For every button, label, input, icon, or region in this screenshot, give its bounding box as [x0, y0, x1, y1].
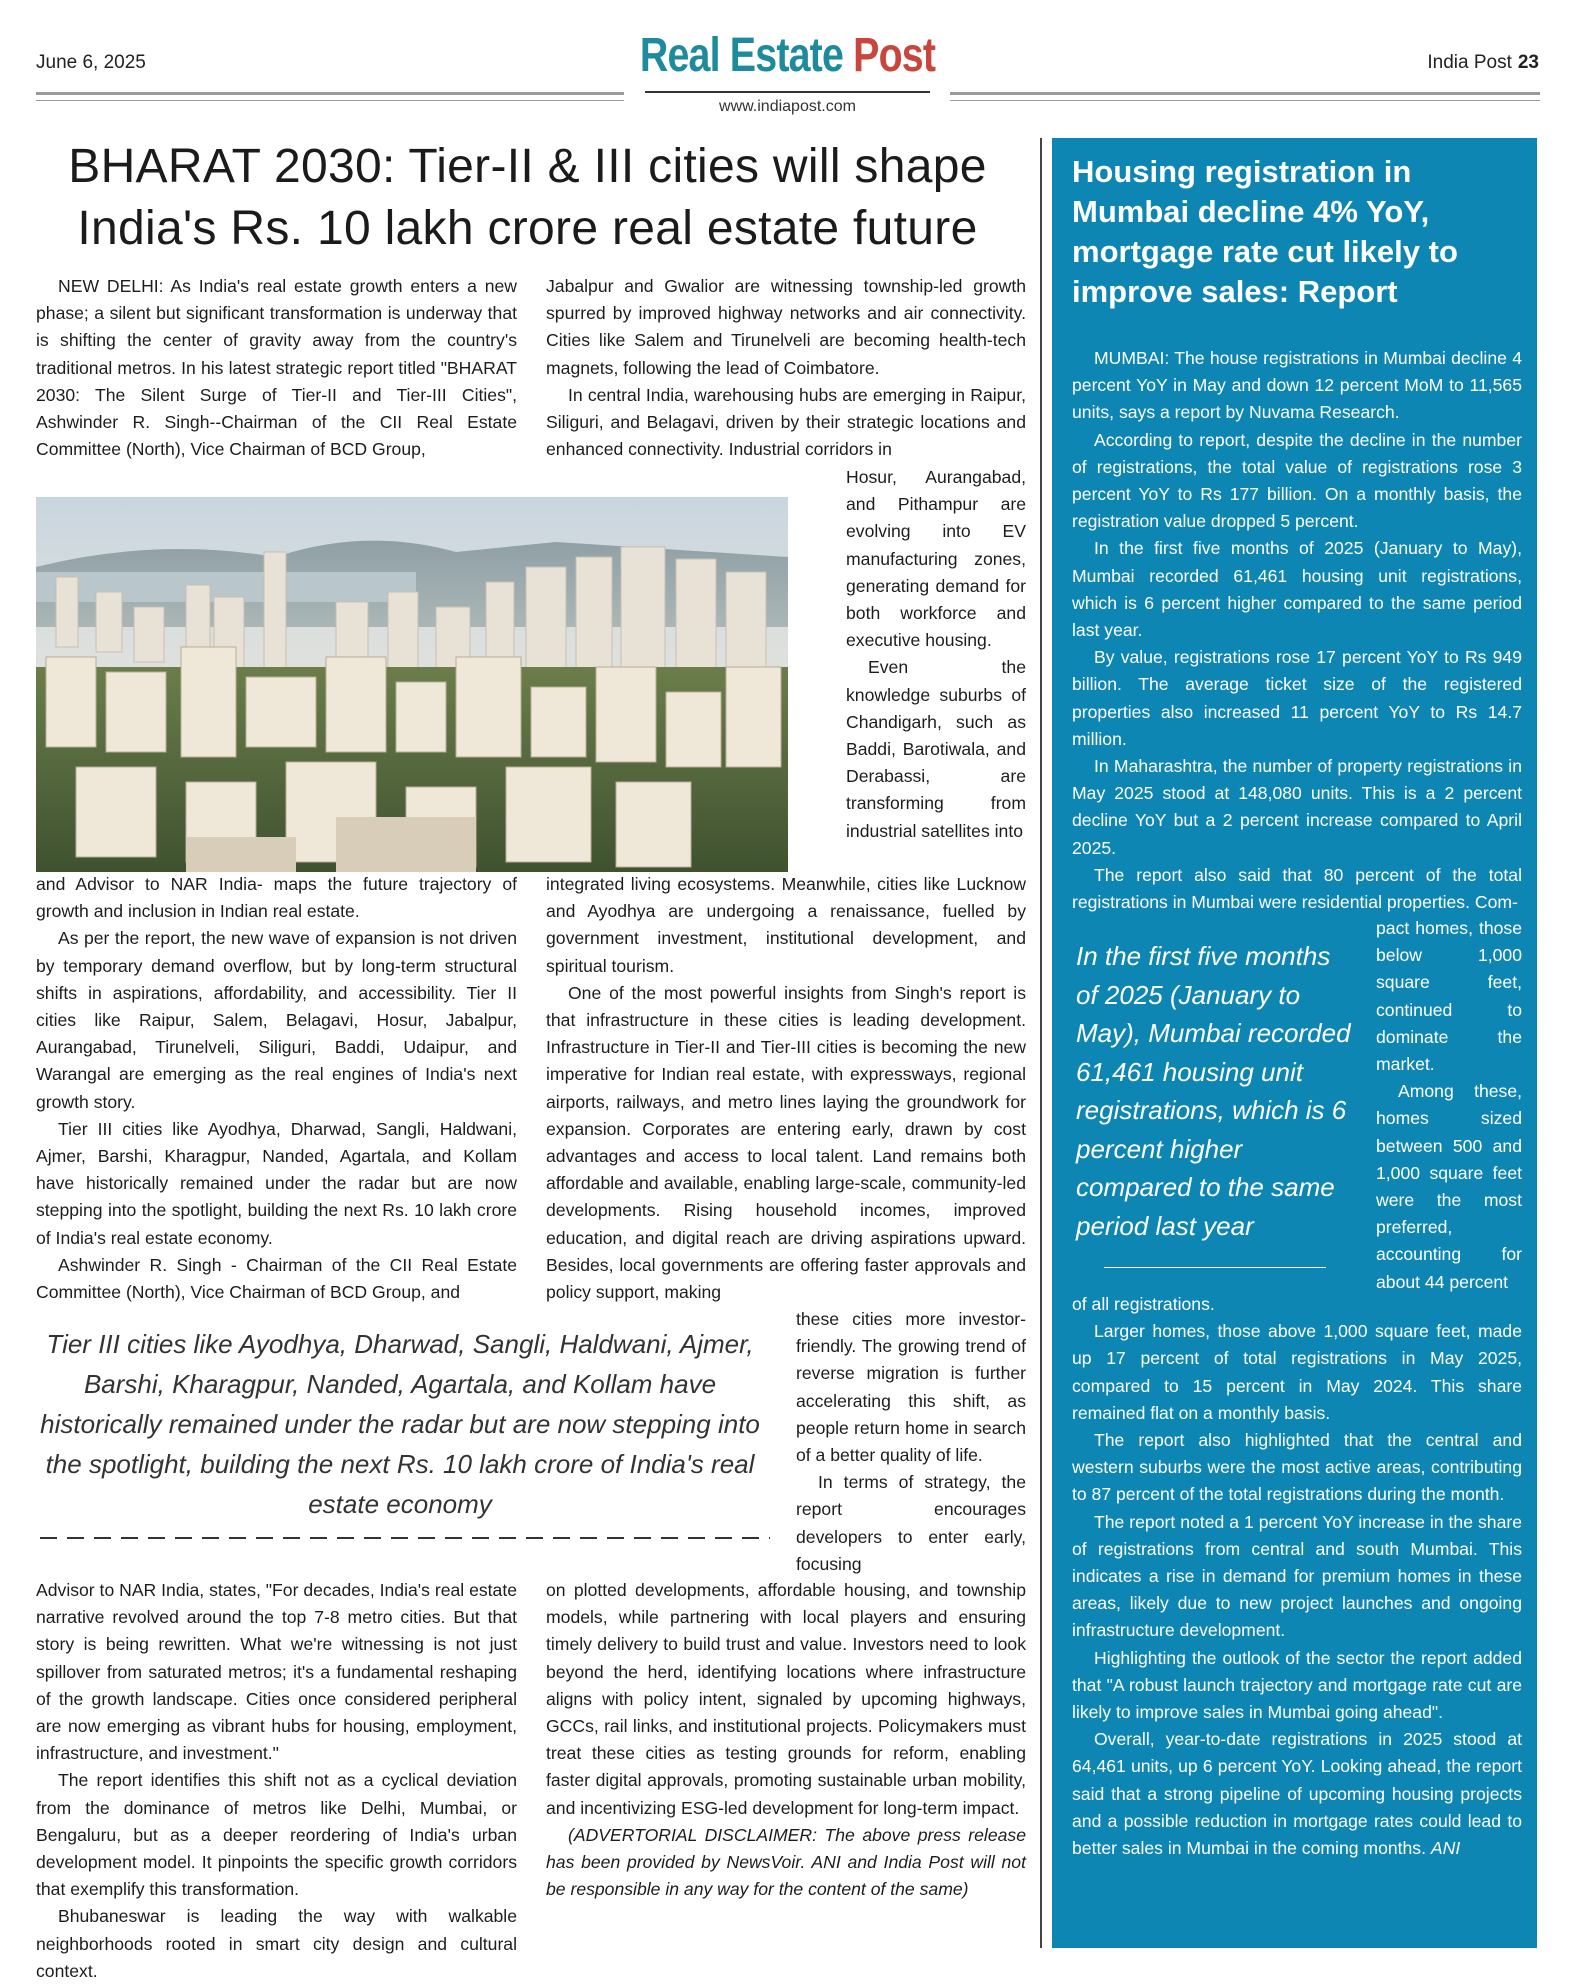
- paragraph: The report noted a 1 percent YoY increase in the share of registrations from central and south Mumbai. This indicates a rise in demand for premium homes in these areas, likely due to new project launches and ongoing infrastructure development.: [1072, 1511, 1522, 1641]
- paragraph: The report also said that 80 percent of the total registrations in Mumbai were residential properties. Com-: [1072, 864, 1522, 913]
- paragraph: As per the report, the new wave of expansion is not driven by temporary demand overflow, but by long-term structural shifts in aspirations, affordability, and accessibility. Tier II cities like Raipur, Salem, Belagavi, Hosur, Jabalpur, Aurangabad, Tirunelveli, Siliguri, Baddi, Udaipur, and Warangal are emerging as the real engines of India's next growth story.: [36, 928, 517, 1112]
- issue-date: June 6, 2025: [36, 52, 146, 73]
- main-col1-bottom: [36, 1577, 517, 1985]
- paragraph: According to report, despite the decline in the number of registrations, the total value of registrations rose 3 percent YoY to Rs 177 billion. On a monthly basis, the registration value dropped 5 percent.: [1072, 429, 1522, 532]
- paragraph: In terms of strategy, the report encourages developers to enter early, focusing: [796, 1472, 1026, 1574]
- sidebar-body-bottom: [1072, 1291, 1522, 1862]
- header-rule-left: [36, 92, 624, 95]
- paragraph: By value, registrations rose 17 percent YoY to Rs 949 billion. The average ticket size of the registered properties also increased 11 percent YoY to Rs 14.7 million.: [1072, 647, 1522, 749]
- paragraph: [1072, 1726, 1522, 1862]
- main-headline-line-2: India's Rs. 10 lakh crore real estate future: [77, 202, 978, 255]
- main-col2-mid: [546, 871, 1026, 1306]
- main-col1-mid: [36, 871, 517, 1306]
- masthead-underline: [645, 91, 930, 93]
- site-url[interactable]: www.indiapost.com: [719, 98, 856, 115]
- paragraph: MUMBAI: The house registrations in Mumbai decline 4 percent YoY in May and down 12 percent MoM to 11,565 units, says a report by Nuvama Research.: [1072, 348, 1522, 423]
- paragraph: In central India, warehousing hubs are emerging in Raipur, Siliguri, and Belagavi, driven by their strategic locations and enhanced connectivity. Industrial corridors in: [546, 384, 1026, 460]
- paragraph: Jabalpur and Gwalior are witnessing township-led growth spurred by improved highway networks and air connectivity. Cities like Salem and Tirunelveli are becoming health-tech magnets, following the lead of Coimbatore.: [546, 276, 1026, 378]
- paragraph: integrated living ecosystems. Meanwhile, cities like Lucknow and Ayodhya are undergoing a renaissance, fuelled by government investment, institutional development, and spiritual tourism.: [546, 874, 1026, 976]
- city-skyline-photo: [36, 497, 788, 872]
- paragraph: Hosur, Aurangabad, and Pithampur are evolving into EV manufacturing zones, generating demand for both workforce and executive housing.: [846, 467, 1026, 651]
- paragraph: Ashwinder R. Singh - Chairman of the CII Real Estate Committee (North), Vice Chairman of BCD Group, and: [36, 1254, 517, 1303]
- byline: ANI: [1430, 1838, 1461, 1859]
- main-headline: [30, 136, 1025, 260]
- header-rule-right: [950, 92, 1540, 95]
- sidebar-headline: Housing registration in Mumbai decline 4% YoY, mortgage rate cut likely to improve sales: Report: [1072, 154, 1458, 309]
- sidebar-body-top: [1072, 345, 1522, 916]
- sidebar-narrow-text: [1376, 915, 1522, 1296]
- paragraph: Tier III cities like Ayodhya, Dharwad, Sangli, Haldwani, Ajmer, Barshi, Kharagpur, Nanded, Agartala, and Kollam have historically remained under the radar but are now stepping into the spotlight, building the next Rs. 10 lakh crore of India's real estate economy.: [36, 1118, 517, 1248]
- pull-quote-divider: [40, 1537, 770, 1539]
- page-number-value: 23: [1517, 52, 1539, 73]
- paragraph: In the first five months of 2025 (January to May), Mumbai recorded 61,461 housing unit registrations, which is 6 percent higher compared to the same period last year.: [1072, 538, 1522, 641]
- main-col2-bottom: [546, 1577, 1026, 1903]
- masthead-word-1: Real Estate: [639, 29, 844, 82]
- paragraph: One of the most powerful insights from Singh's report is that infrastructure in these cities is leading development. Infrastructure in Tier-II and Tier-III cities is becoming the new imperative for Indian real estate, with expressways, regional airports, railways, and metro lines laying the groundwork for expansion. Corporates are entering early, drawn by cost advantages and access to local talent. Land remains both affordable and available, enabling large-scale, community-led developments. Rising household incomes, improved education, and digital reach are driving aspirations upward. Besides, local governments are offering faster approvals and policy support, making: [546, 982, 1026, 1303]
- paragraph: and Advisor to NAR India- maps the future trajectory of growth and inclusion in Indian real estate.: [36, 874, 517, 922]
- paragraph: Even the knowledge suburbs of Chandigarh, such as Baddi, Barotiwala, and Derabassi, are transforming from industrial satellites into: [846, 657, 1026, 841]
- header-rule-right-thin: [950, 100, 1540, 101]
- masthead: [634, 28, 942, 83]
- paragraph: these cities more investor-friendly. The growing trend of reverse migration is further accelerating this shift, as people return home in search of a better quality of life.: [796, 1309, 1026, 1466]
- disclaimer: (ADVERTORIAL DISCLAIMER: The above press release has been provided by NewsVoir. ANI and India Post will not be responsible in any way for the content of the same): [546, 1824, 1026, 1900]
- main-headline-line-1: BHARAT 2030: Tier-II & III cities will shape: [68, 140, 987, 193]
- masthead-word-2: Post: [853, 29, 936, 82]
- main-col2-top: [546, 273, 1026, 463]
- sidebar-divider: [1040, 138, 1042, 1948]
- sidebar-quote-rule: [1104, 1267, 1326, 1268]
- paragraph-text: Overall, year-to-date registrations in 2025 stood at 64,461 units, up 6 percent YoY. Looking ahead, the report said that a strong pipeline of upcoming housing projects and a possible reduction in mortgage rates could lead to better sales in Mumbai in the coming months.: [1072, 1729, 1522, 1859]
- paragraph: Bhubaneswar is leading the way with walkable neighborhoods rooted in smart city design and cultural context.: [36, 1906, 517, 1981]
- paragraph: NEW DELHI: As India's real estate growth enters a new phase; a silent but significant transformation is underway that is shifting the center of gravity away from the country's traditional metros. In his latest strategic report titled "BHARAT 2030: The Silent Surge of Tier-II and Tier-III Cities", Ashwinder R. Singh--Chairman of the CII Real Estate Committee (North), Vice Chairman of BCD Group,: [36, 276, 517, 460]
- paragraph: Advisor to NAR India, states, "For decades, India's real estate narrative revolved around the top 7-8 metro cities. But that story is being rewritten. What we're witnessing is not just spillover from saturated metros; it's a fundamental reshaping of the growth landscape. Cities once considered peripheral are now emerging as vibrant hubs for housing, employment, infrastructure, and investment.": [36, 1580, 517, 1764]
- paragraph: Highlighting the outlook of the sector the report added that "A robust launch trajectory and mortgage rate cut are likely to improve sales in Mumbai going ahead".: [1072, 1647, 1522, 1723]
- section-name: India Post: [1427, 52, 1512, 73]
- paragraph: pact homes, those below 1,000 square feet, continued to dominate the market.: [1376, 918, 1522, 1075]
- paragraph: Among these, homes sized between 500 and 1,000 square feet were the most preferred, accounting for about 44 percent: [1376, 1081, 1522, 1292]
- paragraph: Larger homes, those above 1,000 square feet, made up 17 percent of total registrations in May 2025, compared to 15 percent in May 2024. This share remained flat on a monthly basis.: [1072, 1321, 1522, 1423]
- page-number: [1427, 52, 1539, 74]
- paragraph: In Maharashtra, the number of property registrations in May 2025 stood at 148,080 units. This is a 2 percent decline YoY but a 2 percent increase compared to April 2025.: [1072, 756, 1522, 858]
- paragraph: The report also highlighted that the central and western suburbs were the most active areas, contributing to 87 percent of the total registrations during the month.: [1072, 1430, 1522, 1505]
- header-rule-left-thin: [36, 100, 624, 101]
- main-pull-quote: Tier III cities like Ayodhya, Dharwad, Sangli, Haldwani, Ajmer, Barshi, Kharagpur, Nanded, Agartala, and Kollam have historically remained under the radar but are now stepping into the spotlight, building the next Rs. 10 lakh crore of India's real estate economy: [40, 1329, 760, 1519]
- paragraph: of all registrations.: [1072, 1294, 1215, 1314]
- paragraph: on plotted developments, affordable housing, and township models, while partnering with local players and ensuring timely delivery to build trust and value. Investors need to look beyond the herd, identifying locations where infrastructure aligns with policy intent, signaled by upcoming highways, GCCs, rail links, and institutional projects. Policymakers must treat these cities as testing grounds for reform, enabling faster digital approvals, promoting sustainable urban mobility, and incentivizing ESG-led development for long-term impact.: [546, 1580, 1026, 1818]
- quote-wrap-text: [796, 1306, 1026, 1578]
- paragraph: The report identifies this shift not as a cyclical deviation from the dominance of metros like Delhi, Mumbai, or Bengaluru, but as a deeper reordering of India's urban development model. It pinpoints the specific growth corridors that exemplify this transformation.: [36, 1770, 517, 1900]
- photo-wrap-text: [846, 464, 1026, 845]
- sidebar-pull-quote: In the first five months of 2025 (January to May), Mumbai recorded 61,461 housing unit registrations, which is 6 percent higher compared to the same period last year: [1076, 941, 1351, 1241]
- main-col1-top: [36, 273, 517, 463]
